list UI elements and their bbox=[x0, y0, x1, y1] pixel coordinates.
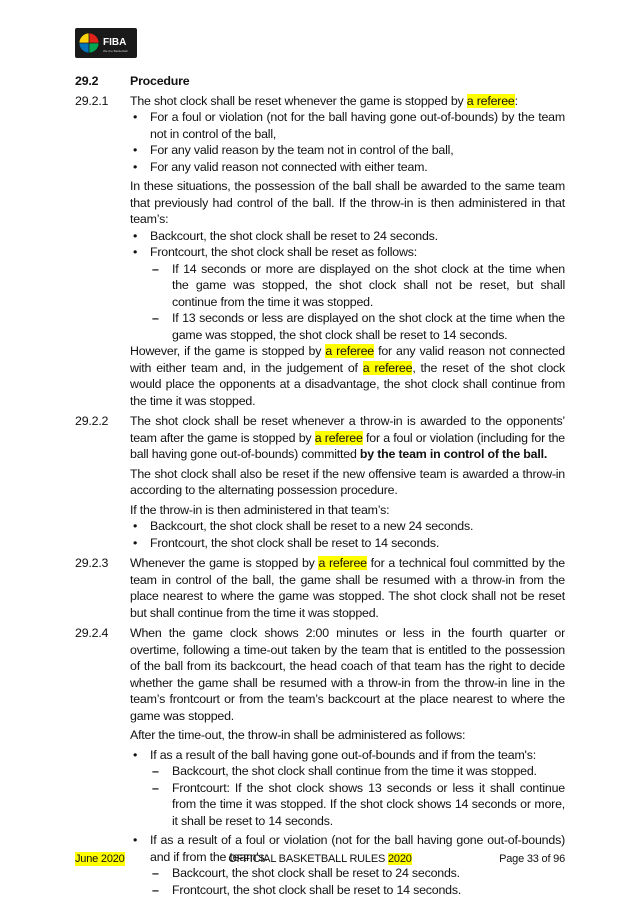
article-29-2-3 bbox=[75, 555, 565, 621]
article-number: 29.2.3 bbox=[75, 556, 109, 570]
bullet-list bbox=[130, 109, 565, 175]
section-number: 29.2 bbox=[75, 74, 99, 88]
paragraph: The shot clock shall also be reset if the new offensive team is awarded a throw-in according to the alternating possession procedure. bbox=[130, 466, 565, 497]
paragraph: However, if the game is stopped by a referee for any valid reason not connected with either team and, in the judgement of a referee, the reset of the shot clock would place the opponents at a disadvantage, the shot clock shall continue from the time it was stopped. bbox=[130, 344, 565, 408]
article-29-2-2 bbox=[75, 413, 565, 551]
page-footer bbox=[75, 852, 565, 866]
rules-content bbox=[75, 73, 565, 898]
paragraph: The shot clock shall be reset whenever a throw-in is awarded to the opponents’ team after the game is stopped by a referee for a foul or violation (including for the ball having gone out-of-bounds) committed by the team in control of the ball. bbox=[130, 414, 565, 461]
article-number: 29.2.4 bbox=[75, 626, 109, 640]
list-item: • If as a result of a foul or violation (not for the ball having gone out-of-bounds) and if from the team's: – Backcourt, the shot clock shall be reset to 24 seconds. – Frontcourt, the shot clock shall be reset to 14 seconds. bbox=[130, 832, 565, 898]
list-item: • Backcourt, the shot clock shall be reset to 24 seconds. bbox=[130, 228, 565, 245]
highlight-referee: a referee bbox=[362, 360, 413, 375]
logo-text: FIBA bbox=[103, 37, 127, 48]
list-item: • Backcourt, the shot clock shall be reset to a new 24 seconds. bbox=[130, 518, 565, 535]
list-item: • If as a result of the ball having gone out-of-bounds and if from the team's: – Backcourt, the shot clock shall continue from the time it was stopped. – Frontcourt: If the shot clock shows 13 seconds or less it shall continue from the time it was stopped. If the shot clock shows 14 seconds or more, it shall be reset to 14 seconds. bbox=[130, 747, 565, 830]
sub-list bbox=[150, 261, 565, 344]
footer-date: June 2020 bbox=[75, 853, 125, 865]
article-number: 29.2.1 bbox=[75, 93, 109, 108]
bullet-list bbox=[130, 747, 565, 899]
highlight-referee: a referee bbox=[325, 344, 374, 358]
footer-title: OFFICIAL BASKETBALL RULES 2020 bbox=[228, 853, 412, 865]
bullet-list bbox=[130, 228, 565, 344]
paragraph: After the time-out, the throw-in shall be administered as follows: bbox=[130, 728, 466, 742]
footer-year: 2020 bbox=[387, 853, 412, 865]
sub-list-item: – Backcourt, the shot clock shall continue from the time it was stopped. bbox=[150, 763, 565, 780]
highlight-referee: a referee bbox=[466, 93, 515, 108]
article-29-2-1 bbox=[75, 93, 565, 410]
sub-list bbox=[150, 763, 565, 829]
sub-list-item: – If 13 seconds or less are displayed on the shot clock at the time when the game was stopped, the shot clock shall be reset to 14 seconds. bbox=[150, 310, 565, 343]
sub-list-item: – If 14 seconds or more are displayed on the shot clock at the time when the game was stopped, the shot clock shall not be reset, but shall continue from the time it was stopped. bbox=[150, 261, 565, 311]
page-number: Page 33 of 96 bbox=[499, 853, 565, 865]
sub-list bbox=[150, 865, 565, 898]
list-item: • For any valid reason by the team not in control of the ball, bbox=[130, 142, 565, 159]
article-number: 29.2.2 bbox=[75, 414, 109, 428]
sub-list-item: – Backcourt, the shot clock shall be reset to 24 seconds. bbox=[150, 865, 565, 882]
fiba-logo bbox=[75, 28, 137, 58]
list-item: • Frontcourt, the shot clock shall be reset as follows: – If 14 seconds or more are displayed on the shot clock at the time when the game was stopped, the shot clock shall not be reset, but shall continue from the time it was stopped. – If 13 seconds or less are displayed on the shot clock at the time when the game was stopped, the shot clock shall be reset to 14 seconds. bbox=[130, 244, 565, 343]
list-item: • For a foul or violation (not for the ball having gone out-of-bounds) by the team not in control of the ball, bbox=[130, 109, 565, 142]
section-heading bbox=[75, 73, 565, 90]
sub-list-item: – Frontcourt, the shot clock shall be reset to 14 seconds. bbox=[150, 882, 565, 899]
article-intro: The shot clock shall be reset whenever the game is stopped by a referee: bbox=[130, 93, 518, 108]
section-title: Procedure bbox=[130, 74, 190, 88]
paragraph: If the throw-in is then administered in that team’s: bbox=[130, 502, 390, 517]
bullet-list bbox=[130, 518, 565, 551]
logo-tagline: We Are Basketball bbox=[103, 49, 128, 53]
paragraph: In these situations, the possession of the ball shall be awarded to the same team that previously had control of the ball. If the throw-in is then administered in that team’s: bbox=[130, 179, 565, 226]
paragraph: Whenever the game is stopped by a referee for a technical foul committed by the team in control of the ball, the game shall be resumed with a throw-in from the place nearest to where the game was stopped. The shot clock shall not be reset but shall continue from the time it was stopped. bbox=[130, 556, 565, 620]
paragraph: When the game clock shows 2:00 minutes or less in the fourth quarter or overtime, following a time-out taken by the team that is entitled to the possession of the ball from its backcourt, the head coach of that team has the right to decide whether the game shall be resumed with a throw-in from the throw-in line in the team’s frontcourt or from the team’s backcourt at the place nearest to where the game was stopped. bbox=[130, 626, 565, 723]
list-item: • For any valid reason not connected with either team. bbox=[130, 159, 565, 176]
sub-list-item: – Frontcourt: If the shot clock shows 13 seconds or less it shall continue from the time it was stopped. If the shot clock shows 14 seconds or more, it shall be reset to 14 seconds. bbox=[150, 780, 565, 830]
list-item: • Frontcourt, the shot clock shall be reset to 14 seconds. bbox=[130, 535, 565, 552]
bold-text: by the team in control of the ball. bbox=[359, 447, 548, 461]
highlight-referee: a referee bbox=[318, 556, 367, 570]
highlight-referee: a referee bbox=[314, 430, 363, 445]
